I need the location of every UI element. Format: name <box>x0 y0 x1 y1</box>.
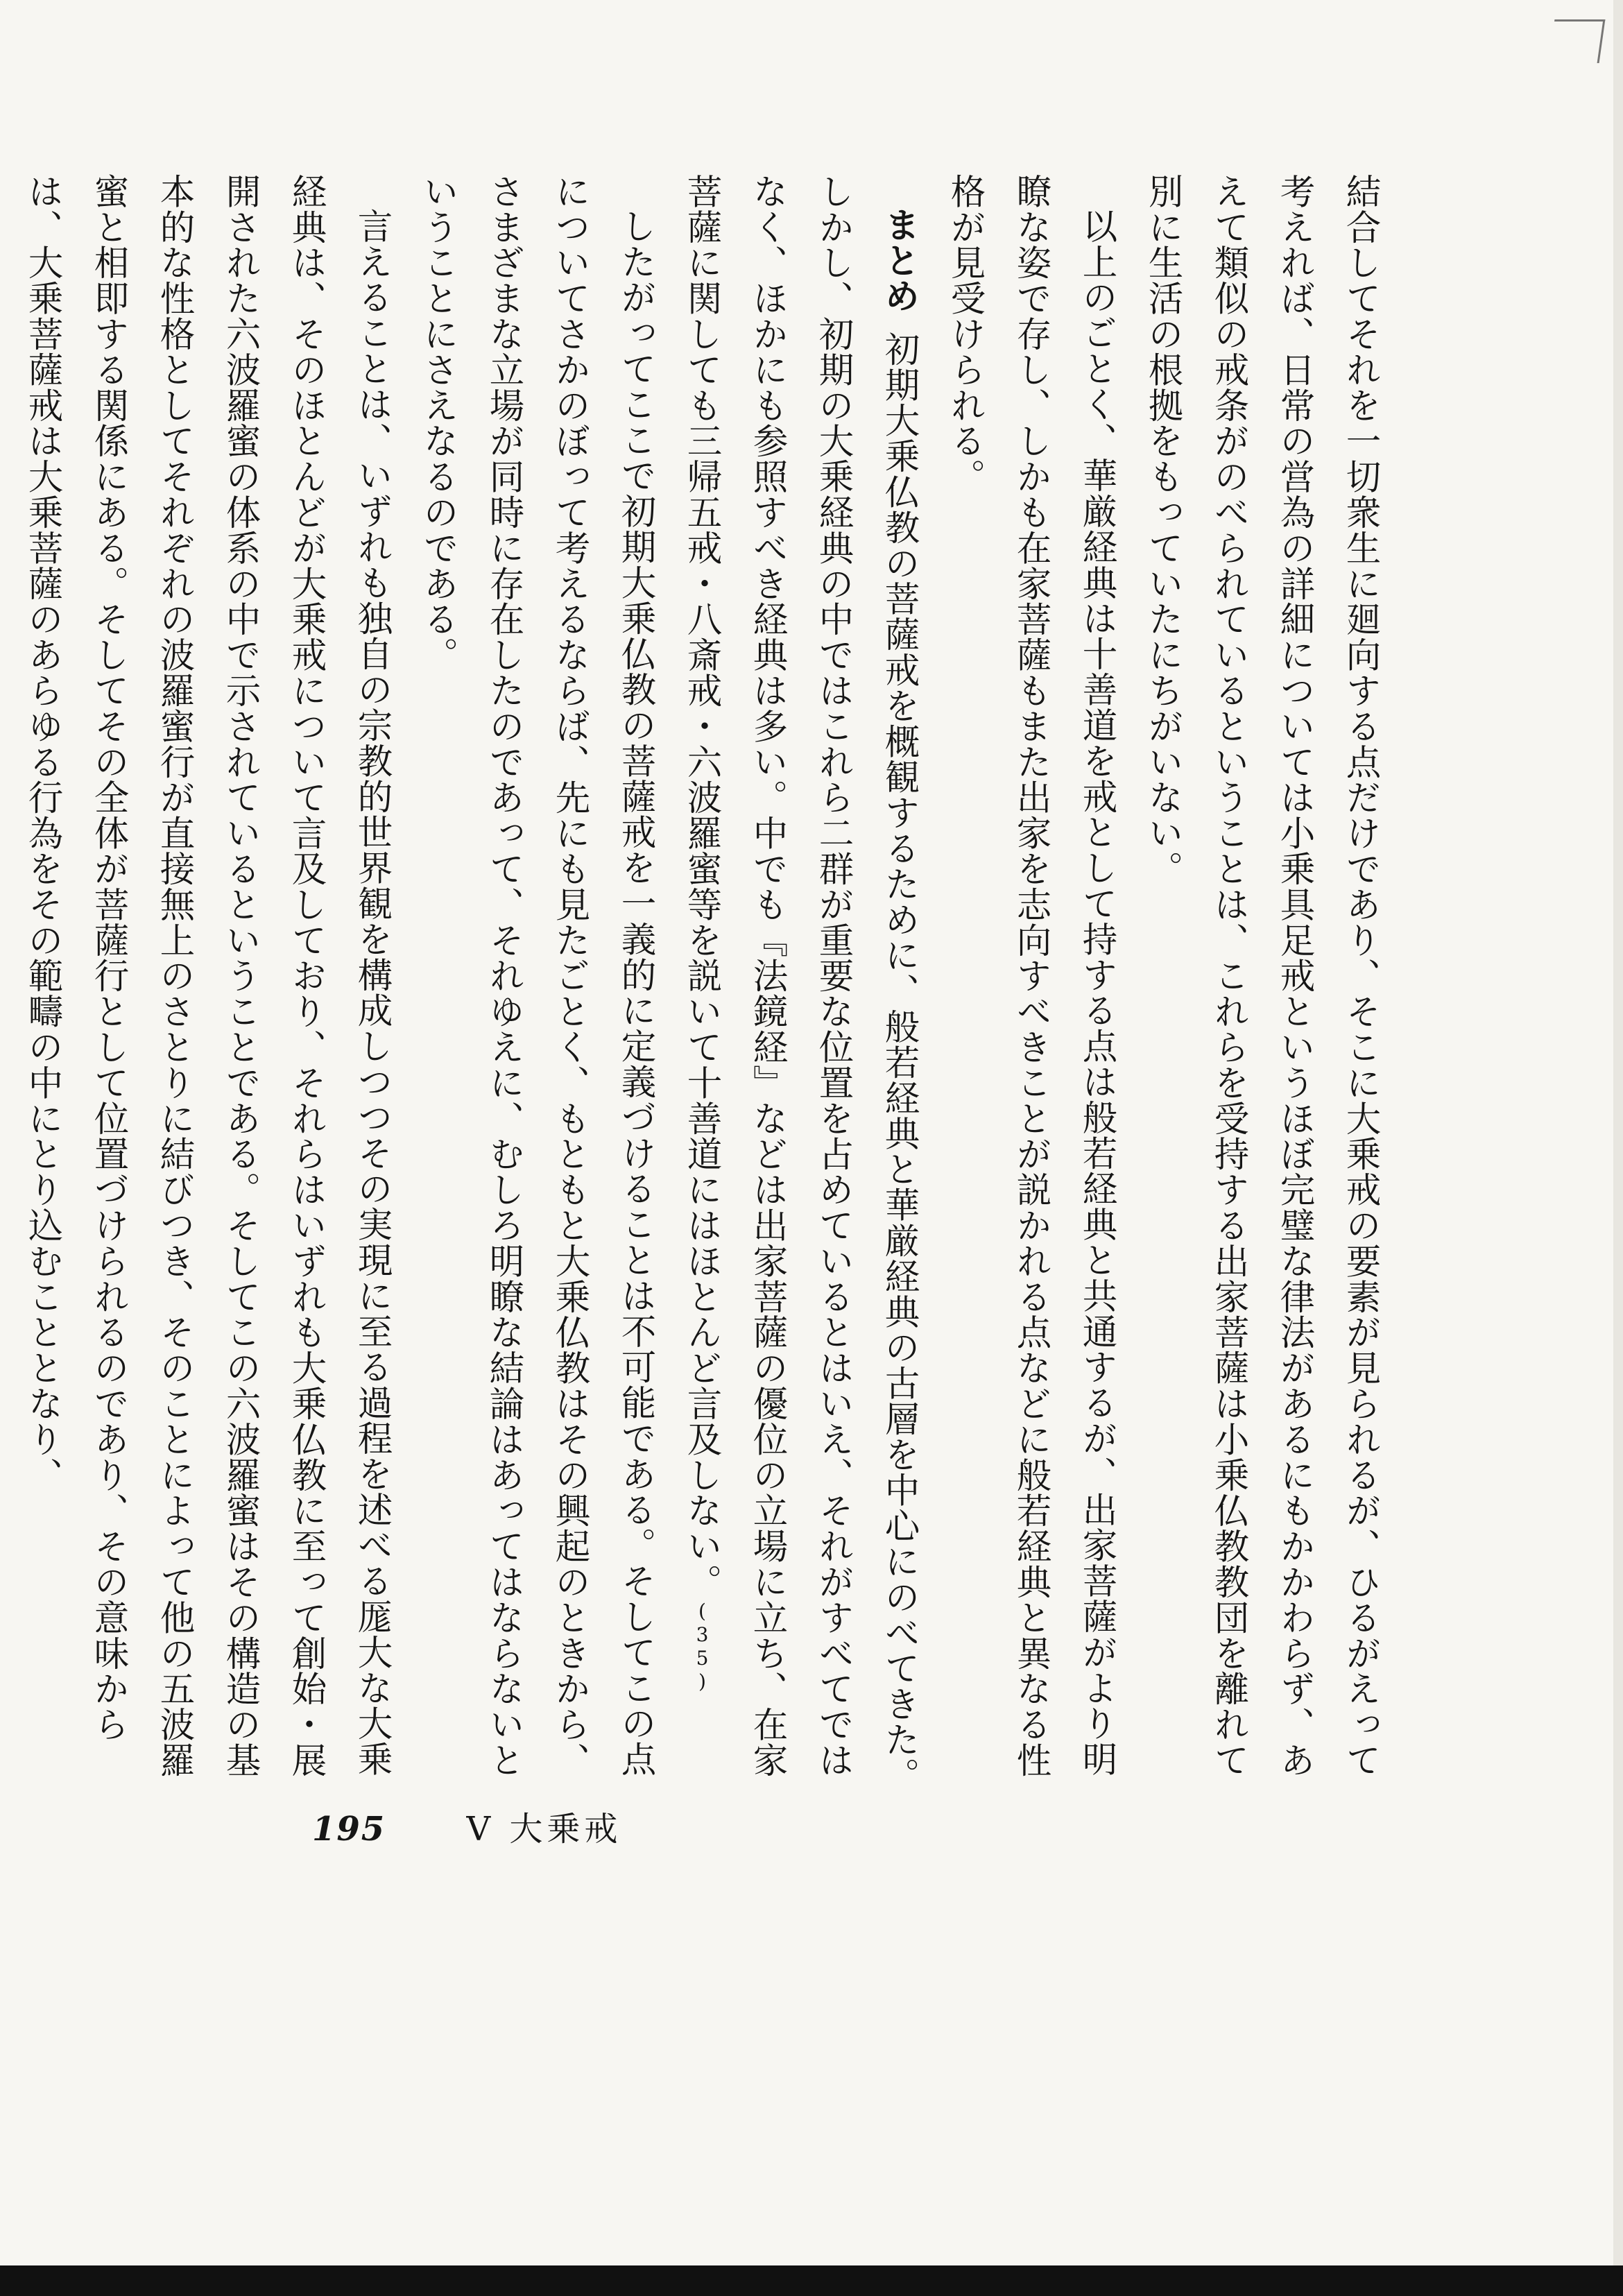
chapter-title: Ⅴ 大乗戒 <box>466 1810 622 1849</box>
page-number: 195 <box>312 1810 386 1849</box>
section-heading: まとめ <box>879 207 920 314</box>
page-edge <box>1613 0 1623 2296</box>
page-footer <box>312 1802 621 1850</box>
paragraph-3 <box>669 173 933 1797</box>
paragraph-4: したがってここで初期大乗仏教の菩薩戒を一義的に定義づけることは不可能である。そしてこの点についてさかのぼって考えるならば、先にも見たごとく、もともと大乗仏教はその興起のときから、さまざまな立場が同時に存在したのであって、それゆえに、むしろ明瞭な結論はあってはならないということにさえなるのである。 <box>418 173 657 1778</box>
paragraph-3-text: 初期大乗仏教の菩薩戒を概観するために、般若経典と華厳経典の古層を中心にのべてきた。しかし、初期の大乗経典の中ではこれら二群が重要な位置を占めているとはいえ、それがすべてではなく、ほかにも参照すべき経典は多い。中でも『法鏡経』などは出家菩薩の優位の立場に立ち、在家菩薩に関しても三帰五戒・八斎戒・六波羅蜜等を説いて十善道にはほとんど言及しない。 <box>682 173 920 1793</box>
corner-mark <box>1549 19 1606 63</box>
footnote-ref: (35) <box>691 1600 714 1694</box>
paragraph-5: 言えることは、いずれも独自の宗教的世界観を構成しつつその実現に至る過程を述べる厖大な大乗経典は、そのほとんどが大乗戒について言及しており、それらはいずれも大乗仏教に至って創始・展開された六波羅蜜の体系の中で示されているということである。そしてこの六波羅蜜はその構造の基本的な性格としてそれぞれの波羅蜜行が直接無上のさとりに結びつき、そのことによって他の五波羅蜜と相即する関係にある。そしてその全体が菩薩行として位置づけられるのであり、その意味からは、大乗菩薩戒は大乗菩薩のあらゆる行為をその範疇の中にとり込むこととなり、 <box>23 173 393 1778</box>
paragraph-2: 以上のごとく、華厳経典は十善道を戒として持する点は般若経典と共通するが、出家菩薩がより明瞭な姿で存し、しかも在家菩薩もまた出家を志向すべきことが説かれる点などに般若経典と異なる性格が見受けられる。 <box>945 173 1118 1778</box>
body-text <box>23 173 1394 1797</box>
scan-bottom-edge <box>0 2265 1623 2296</box>
paragraph-1: 結合してそれを一切衆生に廻向する点だけであり、そこに大乗戒の要素が見られるが、ひるがえって考えれば、日常の営為の詳細については小乗具足戒というほぼ完璧な律法があるにもかかわらず、あえて類似の戒条がのべられているということは、これらを受持する出家菩薩は小乗仏教教団を離れて別に生活の根拠をもっていたにちがいない。 <box>1143 173 1382 1778</box>
